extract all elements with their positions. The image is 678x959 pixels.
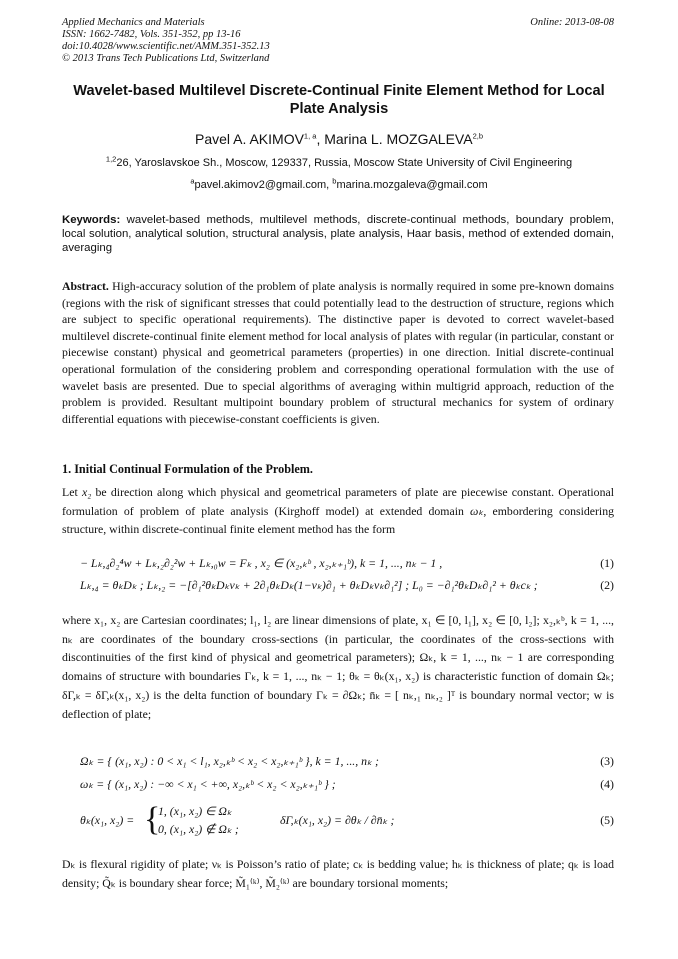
email-separator: , [326,179,333,191]
affiliation-sup: 1,2 [105,154,117,164]
equation-3 [80,752,614,771]
email-a[interactable]: pavel.akimov2@gmail.com [194,179,327,191]
equation-1-body: − Lₖ,₄∂₂⁴w + Lₖ,₂∂₂²w + Lₖ,₀w = Fₖ , x₂ ∈ (x₂,ₖᵇ , x₂,ₖ₊₁ᵇ), k = 1, ..., nₖ − 1 , [80,556,443,570]
equation-5-case-2: 0, (x₁, x₂) ∉ Ωₖ ; [158,822,239,836]
author-2-sup: 2,b [472,131,483,141]
author-1-sup: 1, a [303,131,317,141]
abstract-label: Abstract. [62,279,109,293]
issn-line: ISSN: 1662-7482, Vols. 351-352, pp 13-16 [62,29,241,40]
author-line [60,130,618,148]
keywords-block [62,213,614,255]
affiliation-text: 26, Yaroslavskoe Sh., Moscow, 129337, Russia, Moscow State University of Civil Engineering [116,157,573,169]
para1-var-x2: x₂ [81,485,92,499]
journal-name: Applied Mechanics and Materials [62,17,205,28]
email-line [60,178,618,192]
email-b-sup: b [332,176,337,186]
paragraph-1 [62,483,614,539]
equation-2-body: Lₖ,₄ = θₖDₖ ; Lₖ,₂ = −[∂₁²θₖDₖνₖ + 2∂₁θₖDₖ(1−νₖ)∂₁ + θₖDₖνₖ∂₁²] ; L₀ = −∂₁²θₖDₖ∂₁² + θₖcₖ ; [80,578,538,592]
paper-title: Wavelet-based Multilevel Discrete-Continual Finite Element Method for Local Plate Analysis [73,83,605,117]
email-b[interactable]: marina.mozgaleva@gmail.com [336,179,488,191]
equation-4 [80,775,614,794]
abstract-block [62,278,614,427]
equation-5-number: (5) [600,813,614,827]
equation-1-number: (1) [600,556,614,570]
para1-text-2: be direction along which physical and geometrical parameters of plate are piecewise constant. Operational formulation of problem of plate analysis (Kirghoff model) at extended domain [62,485,614,518]
equation-5 [80,803,614,841]
equation-5-case-1: 1, (x₁, x₂) ∈ Ωₖ [158,804,232,818]
equation-4-number: (4) [600,777,614,791]
keywords-text: wavelet-based methods, multilevel methods, discrete-continual methods, boundary problem, local solution, analytical solution, structural analysis, plate analysis, Haar basis, method of extended domain, averaging [62,214,614,254]
online-date: Online: 2013-08-08 [530,17,614,28]
paragraph-3: Dₖ is flexural rigidity of plate; νₖ is Poisson’s ratio of plate; cₖ is bedding value; hₖ is thickness of plate; qₖ is load density; Q̃ₖ is boundary shear force; M̃₁⁽ᵏ⁾, M̃₂⁽ᵏ⁾ are boundary torsional moments; [62,857,614,890]
affiliation [60,156,618,170]
para1-var-omega: ωₖ [470,503,484,518]
equation-5-brace: { [144,801,161,838]
doi-line[interactable]: doi:10.4028/www.scientific.net/AMM.351-352.13 [62,41,270,52]
para1-text-3: , embordering considering structure, within discrete-continual finite element method has the form [62,503,614,537]
abstract-text: High-accuracy solution of the problem of plate analysis is normally required in some pre-known domains (regions with the risk of significant stresses that could potentially lead to the destruction of structure, regions which are subject to specific operational requirements). The distinctive paper is devoted to correct wavelet-based multilevel discrete-continual finite element method for local analysis of plates with regular (in particular, constant or piecewise constant) physical and geometrical parameters (properties) in one direction. Initial discrete-continual operational formulation of the considering problem and corresponding operational formulation with the use of wavelet basis are presented. Due to special algorithms of averaging within multigrid approach, reduction of the problem is provided. Resultant multipoint boundary problem of structural mechanics for system of ordinary differential equations with piecewise-constant coefficients is given. [62,279,614,426]
author-separator: , [316,131,325,147]
author-1-name: Pavel A. AKIMOV [194,131,304,147]
equation-3-number: (3) [600,754,614,768]
equation-3-body: Ωₖ = { (x₁, x₂) : 0 < x₁ < l₁, x₂,ₖᵇ < x₂ < x₂,ₖ₊₁ᵇ }, k = 1, ..., nₖ ; [80,754,379,768]
email-a-sup: a [190,176,195,186]
copyright-line: © 2013 Trans Tech Publications Ltd, Switzerland [62,53,270,64]
equation-2 [80,576,614,595]
equation-5-lhs: θₖ(x₁, x₂) = [80,813,135,827]
equation-5-rhs: δΓ,ₖ(x₁, x₂) = ∂θₖ / ∂n̄ₖ ; [280,813,395,827]
section-heading: 1. Initial Continual Formulation of the Problem. [62,462,313,476]
keywords-label: Keywords: [62,214,121,226]
para1-text-1: Let [62,485,82,499]
journal-header [62,17,422,65]
author-2-name: Marina L. MOZGALEVA [324,131,473,147]
equation-4-body: ωₖ = { (x₁, x₂) : −∞ < x₁ < +∞, x₂,ₖᵇ < x₂ < x₂,ₖ₊₁ᵇ } ; [80,777,336,791]
paragraph-2: where x₁, x₂ are Cartesian coordinates; l₁, l₂ are linear dimensions of plate, x₁ ∈ [0, l₁], x₂ ∈ [0, l₂]; x₂,ₖᵇ, k = 1, ..., nₖ are coordinates of the boundary cross-sections (in particular, the coordinates of the cross-sections with discontinuities of the first kind of physical and geometrical parameters); Ωₖ, k = 1, ..., nₖ − 1 are corresponding domains of structure with boundaries Γₖ, k = 1, ..., nₖ − 1; θₖ = θₖ(x₁, x₂) is characteristic function of domain Ωₖ; δΓ,ₖ = δΓ,ₖ(x₁, x₂) is the delta function of boundary Γₖ = ∂Ωₖ; n̄ₖ = [ nₖ,₁ nₖ,₂ ]ᵀ is boundary normal vector; w is deflection of plate; [62,613,614,721]
equation-1 [80,554,614,573]
equation-2-number: (2) [600,578,614,592]
